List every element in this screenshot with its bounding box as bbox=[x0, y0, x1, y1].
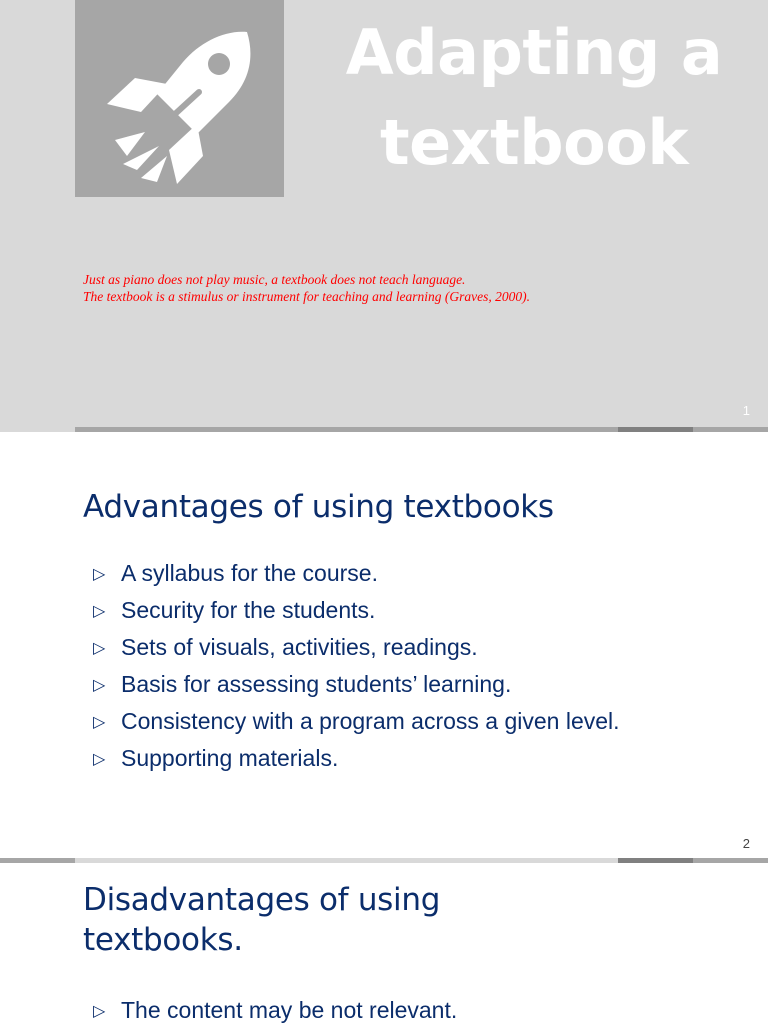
bullet-list bbox=[93, 995, 633, 1024]
slide-separator bbox=[0, 858, 768, 863]
bullet-marker: ▷ bbox=[93, 714, 106, 731]
quote bbox=[83, 271, 703, 305]
list-item: ▷ Sets of visuals, activities, readings. bbox=[93, 632, 633, 663]
list-item: ▷ A syllabus for the course. bbox=[93, 558, 633, 589]
list-item: ▷ The content may be not relevant. bbox=[93, 995, 633, 1024]
page-number: 1 bbox=[742, 403, 750, 418]
slide-title: Advantages of using textbooks bbox=[83, 489, 554, 525]
slide-1 bbox=[0, 0, 768, 427]
page-number: 2 bbox=[742, 836, 750, 851]
list-item: ▷ Security for the students. bbox=[93, 595, 633, 626]
bullet-marker: ▷ bbox=[93, 1003, 106, 1020]
slide-3 bbox=[0, 864, 768, 1024]
rocket-icon bbox=[75, 0, 284, 197]
slide-title: Adapting a textbook bbox=[345, 16, 723, 179]
slide-2 bbox=[0, 432, 768, 858]
bullet-marker: ▷ bbox=[93, 566, 106, 583]
bullet-marker: ▷ bbox=[93, 751, 106, 768]
bullet-marker: ▷ bbox=[93, 640, 106, 657]
rocket-icon-box bbox=[75, 0, 284, 197]
list-item: ▷ Basis for assessing students’ learning. bbox=[93, 669, 633, 700]
list-item: ▷ Consistency with a program across a given level. bbox=[93, 706, 633, 737]
bullet-marker: ▷ bbox=[93, 677, 106, 694]
slide-title: Disadvantages of using textbooks. bbox=[83, 882, 441, 958]
bullet-list bbox=[93, 558, 633, 780]
quote-line: The textbook is a stimulus or instrument for teaching and learning (Graves, 2000). bbox=[83, 289, 530, 304]
bullet-marker: ▷ bbox=[93, 603, 106, 620]
quote-line: Just as piano does not play music, a textbook does not teach language. bbox=[83, 272, 466, 287]
list-item: ▷ Supporting materials. bbox=[93, 743, 633, 774]
